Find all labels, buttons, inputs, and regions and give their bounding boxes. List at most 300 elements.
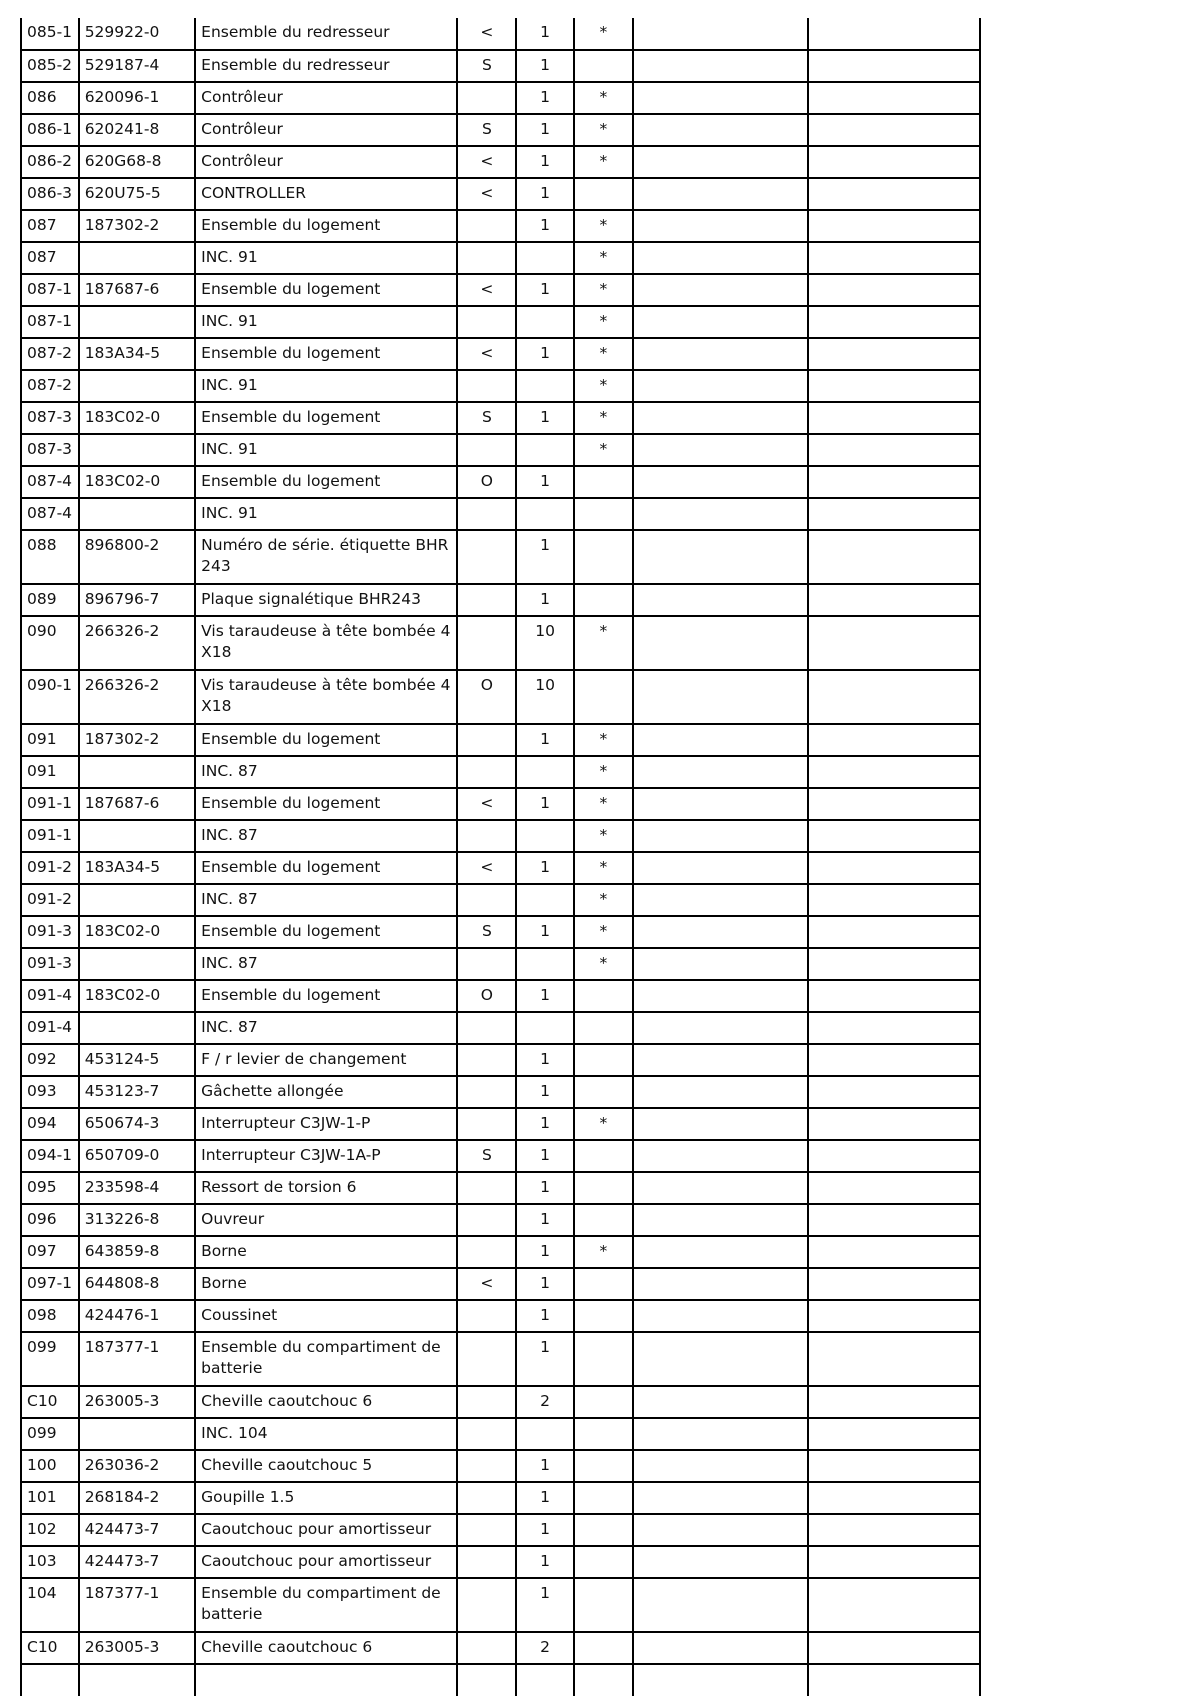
code-cell [457, 370, 516, 402]
code-cell: < [457, 852, 516, 884]
extra-cell [808, 1300, 980, 1332]
ref-no-cell: 087-2 [21, 370, 79, 402]
notes-cell [633, 1044, 808, 1076]
parts-row [21, 498, 980, 530]
code-cell [457, 948, 516, 980]
ref-no-cell: 091-3 [21, 916, 79, 948]
parts-row [21, 1578, 980, 1632]
extra-cell [808, 1632, 980, 1664]
part-number-cell: 187302-2 [79, 210, 195, 242]
ref-no-cell: 090-1 [21, 670, 79, 724]
extra-cell [808, 402, 980, 434]
ref-no-cell: 087-4 [21, 466, 79, 498]
ref-no-cell: 091-4 [21, 980, 79, 1012]
part-number-cell: 896796-7 [79, 584, 195, 616]
extra-cell [808, 1172, 980, 1204]
code-cell [457, 1076, 516, 1108]
marker-cell [574, 530, 633, 584]
extra-cell [808, 1044, 980, 1076]
marker-cell [574, 1076, 633, 1108]
extra-cell [808, 584, 980, 616]
ref-no-cell: 095 [21, 1172, 79, 1204]
notes-cell [633, 884, 808, 916]
code-cell [457, 530, 516, 584]
quantity-cell: 1 [516, 274, 574, 306]
description-cell: Ensemble du logement [195, 852, 457, 884]
code-cell [457, 884, 516, 916]
part-number-cell: 643859-8 [79, 1236, 195, 1268]
extra-cell [808, 50, 980, 82]
extra-cell [808, 1418, 980, 1450]
marker-cell [574, 1418, 633, 1450]
code-cell [457, 498, 516, 530]
part-number-cell: 424473-7 [79, 1514, 195, 1546]
description-cell: Ensemble du logement [195, 274, 457, 306]
description-cell: INC. 91 [195, 370, 457, 402]
marker-cell [574, 980, 633, 1012]
extra-cell [808, 1140, 980, 1172]
part-number-cell: 266326-2 [79, 616, 195, 670]
marker-cell: * [574, 820, 633, 852]
parts-row [21, 1076, 980, 1108]
part-number-cell [79, 884, 195, 916]
description-cell: Ensemble du logement [195, 788, 457, 820]
quantity-cell [516, 820, 574, 852]
description-cell: Ensemble du logement [195, 402, 457, 434]
notes-cell [633, 1140, 808, 1172]
quantity-cell: 2 [516, 1632, 574, 1664]
marker-cell [574, 1172, 633, 1204]
notes-cell [633, 852, 808, 884]
part-number-cell: 183C02-0 [79, 466, 195, 498]
quantity-cell: 1 [516, 402, 574, 434]
quantity-cell: 1 [516, 1172, 574, 1204]
description-cell: Gâchette allongée [195, 1076, 457, 1108]
parts-row [21, 1204, 980, 1236]
quantity-cell: 10 [516, 616, 574, 670]
part-number-cell [79, 756, 195, 788]
code-cell [457, 1514, 516, 1546]
quantity-cell: 1 [516, 1204, 574, 1236]
notes-cell [633, 756, 808, 788]
parts-row [21, 820, 980, 852]
code-cell [457, 1044, 516, 1076]
code-cell [457, 1546, 516, 1578]
part-number-cell: 187377-1 [79, 1332, 195, 1386]
marker-cell [574, 50, 633, 82]
code-cell [457, 82, 516, 114]
parts-row [21, 402, 980, 434]
extra-cell [808, 274, 980, 306]
extra-cell [808, 210, 980, 242]
parts-row [21, 884, 980, 916]
quantity-cell [516, 1012, 574, 1044]
part-number-cell: 266326-2 [79, 670, 195, 724]
description-cell: INC. 91 [195, 434, 457, 466]
marker-cell [574, 1546, 633, 1578]
ref-no-cell: 094-1 [21, 1140, 79, 1172]
code-cell: < [457, 338, 516, 370]
part-number-cell: 424473-7 [79, 1546, 195, 1578]
extra-cell [808, 114, 980, 146]
code-cell [457, 1012, 516, 1044]
notes-cell [633, 18, 808, 50]
notes-cell [633, 114, 808, 146]
part-number-cell: 620096-1 [79, 82, 195, 114]
marker-cell [574, 178, 633, 210]
quantity-cell: 1 [516, 146, 574, 178]
marker-cell [574, 466, 633, 498]
notes-cell [633, 1386, 808, 1418]
notes-cell [633, 274, 808, 306]
description-cell: Plaque signalétique BHR243 [195, 584, 457, 616]
quantity-cell: 1 [516, 788, 574, 820]
notes-cell [633, 1482, 808, 1514]
code-cell: S [457, 50, 516, 82]
part-number-cell: 453123-7 [79, 1076, 195, 1108]
ref-no-cell: 097 [21, 1236, 79, 1268]
marker-cell [574, 1450, 633, 1482]
marker-cell: * [574, 82, 633, 114]
parts-row [21, 370, 980, 402]
parts-row [21, 466, 980, 498]
parts-row [21, 1514, 980, 1546]
parts-row [21, 1300, 980, 1332]
ref-no-cell: 087-1 [21, 274, 79, 306]
description-cell: Numéro de série. étiquette BHR243 [195, 530, 457, 584]
parts-row [21, 1418, 980, 1450]
quantity-cell [516, 306, 574, 338]
quantity-cell: 1 [516, 178, 574, 210]
description-cell: INC. 104 [195, 1418, 457, 1450]
marker-cell: * [574, 948, 633, 980]
parts-row [21, 210, 980, 242]
notes-cell [633, 434, 808, 466]
code-cell: O [457, 980, 516, 1012]
part-number-cell [79, 434, 195, 466]
part-number-cell [79, 1418, 195, 1450]
extra-cell [808, 498, 980, 530]
empty-cell [516, 1664, 574, 1696]
ref-no-cell: 085-2 [21, 50, 79, 82]
ref-no-cell: 091-2 [21, 852, 79, 884]
part-number-cell: 529922-0 [79, 18, 195, 50]
ref-no-cell: 091-1 [21, 820, 79, 852]
quantity-cell: 2 [516, 1386, 574, 1418]
code-cell: O [457, 670, 516, 724]
quantity-cell: 1 [516, 1450, 574, 1482]
marker-cell: * [574, 852, 633, 884]
parts-row [21, 1236, 980, 1268]
description-cell: Ensemble du compartiment de batterie [195, 1578, 457, 1632]
parts-row [21, 670, 980, 724]
notes-cell [633, 916, 808, 948]
description-cell: Ensemble du logement [195, 210, 457, 242]
description-cell: Ensemble du logement [195, 724, 457, 756]
marker-cell [574, 1140, 633, 1172]
code-cell [457, 242, 516, 274]
extra-cell [808, 1204, 980, 1236]
extra-cell [808, 82, 980, 114]
ref-no-cell: 102 [21, 1514, 79, 1546]
marker-cell: * [574, 18, 633, 50]
quantity-cell: 1 [516, 1514, 574, 1546]
parts-row [21, 146, 980, 178]
quantity-cell: 1 [516, 1578, 574, 1632]
part-number-cell [79, 242, 195, 274]
marker-cell: * [574, 370, 633, 402]
quantity-cell: 1 [516, 1332, 574, 1386]
code-cell [457, 584, 516, 616]
marker-cell [574, 1012, 633, 1044]
quantity-cell [516, 1418, 574, 1450]
quantity-cell: 1 [516, 114, 574, 146]
marker-cell [574, 1300, 633, 1332]
description-cell: F / r levier de changement [195, 1044, 457, 1076]
part-number-cell: 183A34-5 [79, 852, 195, 884]
quantity-cell [516, 948, 574, 980]
marker-cell: * [574, 306, 633, 338]
parts-list-table [20, 18, 981, 1696]
notes-cell [633, 338, 808, 370]
marker-cell: * [574, 274, 633, 306]
notes-cell [633, 1108, 808, 1140]
notes-cell [633, 980, 808, 1012]
code-cell: O [457, 466, 516, 498]
ref-no-cell: 085-1 [21, 18, 79, 50]
marker-cell: * [574, 616, 633, 670]
quantity-cell: 1 [516, 1482, 574, 1514]
quantity-cell: 1 [516, 1076, 574, 1108]
quantity-cell [516, 370, 574, 402]
quantity-cell: 1 [516, 1268, 574, 1300]
parts-row [21, 1546, 980, 1578]
parts-row [21, 178, 980, 210]
part-number-cell: 187302-2 [79, 724, 195, 756]
extra-cell [808, 884, 980, 916]
ref-no-cell: 086 [21, 82, 79, 114]
code-cell [457, 724, 516, 756]
extra-cell [808, 306, 980, 338]
part-number-cell [79, 820, 195, 852]
description-cell: INC. 87 [195, 1012, 457, 1044]
notes-cell [633, 146, 808, 178]
quantity-cell: 1 [516, 1300, 574, 1332]
description-cell: Goupille 1.5 [195, 1482, 457, 1514]
part-number-cell: 233598-4 [79, 1172, 195, 1204]
part-number-cell: 313226-8 [79, 1204, 195, 1236]
part-number-cell [79, 306, 195, 338]
ref-no-cell: 091 [21, 756, 79, 788]
code-cell [457, 756, 516, 788]
notes-cell [633, 724, 808, 756]
notes-cell [633, 1332, 808, 1386]
parts-row [21, 1012, 980, 1044]
empty-cell [195, 1664, 457, 1696]
extra-cell [808, 670, 980, 724]
extra-cell [808, 756, 980, 788]
part-number-cell: 263005-3 [79, 1386, 195, 1418]
notes-cell [633, 948, 808, 980]
empty-cell [21, 1664, 79, 1696]
ref-no-cell: 087 [21, 210, 79, 242]
quantity-cell: 1 [516, 210, 574, 242]
description-cell: Contrôleur [195, 114, 457, 146]
part-number-cell: 896800-2 [79, 530, 195, 584]
extra-cell [808, 1332, 980, 1386]
marker-cell: * [574, 916, 633, 948]
ref-no-cell: 087-3 [21, 434, 79, 466]
parts-row [21, 50, 980, 82]
description-cell: INC. 91 [195, 498, 457, 530]
extra-cell [808, 242, 980, 274]
quantity-cell: 1 [516, 82, 574, 114]
marker-cell [574, 1482, 633, 1514]
extra-cell [808, 1076, 980, 1108]
empty-cell [457, 1664, 516, 1696]
description-cell: INC. 91 [195, 242, 457, 274]
marker-cell: * [574, 338, 633, 370]
notes-cell [633, 1300, 808, 1332]
quantity-cell: 1 [516, 916, 574, 948]
ref-no-cell: 086-2 [21, 146, 79, 178]
part-number-cell: 424476-1 [79, 1300, 195, 1332]
marker-cell: * [574, 210, 633, 242]
ref-no-cell: 090 [21, 616, 79, 670]
code-cell [457, 306, 516, 338]
quantity-cell: 1 [516, 1108, 574, 1140]
quantity-cell: 1 [516, 530, 574, 584]
quantity-cell: 1 [516, 338, 574, 370]
parts-row [21, 530, 980, 584]
description-cell: INC. 87 [195, 820, 457, 852]
description-cell: CONTROLLER [195, 178, 457, 210]
ref-no-cell: 101 [21, 1482, 79, 1514]
code-cell: < [457, 788, 516, 820]
extra-cell [808, 178, 980, 210]
ref-no-cell: 091 [21, 724, 79, 756]
description-cell: Ensemble du redresseur [195, 50, 457, 82]
notes-cell [633, 178, 808, 210]
marker-cell [574, 1044, 633, 1076]
notes-cell [633, 1012, 808, 1044]
extra-cell [808, 1108, 980, 1140]
ref-no-cell: 097-1 [21, 1268, 79, 1300]
extra-cell [808, 18, 980, 50]
marker-cell [574, 1514, 633, 1546]
notes-cell [633, 306, 808, 338]
empty-cell [633, 1664, 808, 1696]
description-cell: Borne [195, 1268, 457, 1300]
description-cell: Ensemble du logement [195, 980, 457, 1012]
parts-row [21, 1140, 980, 1172]
parts-row [21, 82, 980, 114]
code-cell: < [457, 18, 516, 50]
part-number-cell: 187687-6 [79, 788, 195, 820]
table-continuation-row [21, 1664, 980, 1696]
notes-cell [633, 1578, 808, 1632]
description-cell: Interrupteur C3JW-1A-P [195, 1140, 457, 1172]
parts-row [21, 948, 980, 980]
notes-cell [633, 670, 808, 724]
extra-cell [808, 466, 980, 498]
code-cell: < [457, 274, 516, 306]
code-cell [457, 1236, 516, 1268]
description-cell: Cheville caoutchouc 6 [195, 1632, 457, 1664]
part-number-cell [79, 370, 195, 402]
notes-cell [633, 242, 808, 274]
description-cell: INC. 87 [195, 948, 457, 980]
description-cell: Cheville caoutchouc 6 [195, 1386, 457, 1418]
marker-cell [574, 584, 633, 616]
marker-cell: * [574, 1236, 633, 1268]
quantity-cell: 1 [516, 584, 574, 616]
notes-cell [633, 1172, 808, 1204]
marker-cell: * [574, 242, 633, 274]
ref-no-cell: 091-3 [21, 948, 79, 980]
notes-cell [633, 210, 808, 242]
extra-cell [808, 1236, 980, 1268]
ref-no-cell: 091-2 [21, 884, 79, 916]
code-cell [457, 210, 516, 242]
extra-cell [808, 788, 980, 820]
notes-cell [633, 788, 808, 820]
part-number-cell: 187377-1 [79, 1578, 195, 1632]
marker-cell [574, 1204, 633, 1236]
marker-cell: * [574, 146, 633, 178]
notes-cell [633, 466, 808, 498]
notes-cell [633, 1268, 808, 1300]
marker-cell [574, 1268, 633, 1300]
quantity-cell: 1 [516, 18, 574, 50]
notes-cell [633, 1450, 808, 1482]
code-cell: < [457, 146, 516, 178]
description-cell: Vis taraudeuse à tête bombée 4X18 [195, 670, 457, 724]
extra-cell [808, 820, 980, 852]
notes-cell [633, 584, 808, 616]
parts-row [21, 18, 980, 50]
description-cell: Ensemble du redresseur [195, 18, 457, 50]
parts-row [21, 584, 980, 616]
extra-cell [808, 1450, 980, 1482]
code-cell [457, 820, 516, 852]
marker-cell: * [574, 434, 633, 466]
marker-cell [574, 1332, 633, 1386]
notes-cell [633, 402, 808, 434]
quantity-cell [516, 498, 574, 530]
code-cell [457, 1204, 516, 1236]
part-number-cell [79, 1012, 195, 1044]
marker-cell: * [574, 114, 633, 146]
extra-cell [808, 724, 980, 756]
part-number-cell: 620U75-5 [79, 178, 195, 210]
ref-no-cell: 099 [21, 1332, 79, 1386]
ref-no-cell: 103 [21, 1546, 79, 1578]
ref-no-cell: 091-4 [21, 1012, 79, 1044]
marker-cell [574, 498, 633, 530]
notes-cell [633, 1204, 808, 1236]
quantity-cell: 1 [516, 1236, 574, 1268]
code-cell [457, 434, 516, 466]
parts-row [21, 616, 980, 670]
ref-no-cell: 092 [21, 1044, 79, 1076]
description-cell: Contrôleur [195, 146, 457, 178]
ref-no-cell: 088 [21, 530, 79, 584]
code-cell: S [457, 114, 516, 146]
code-cell [457, 1482, 516, 1514]
notes-cell [633, 1546, 808, 1578]
part-number-cell [79, 948, 195, 980]
